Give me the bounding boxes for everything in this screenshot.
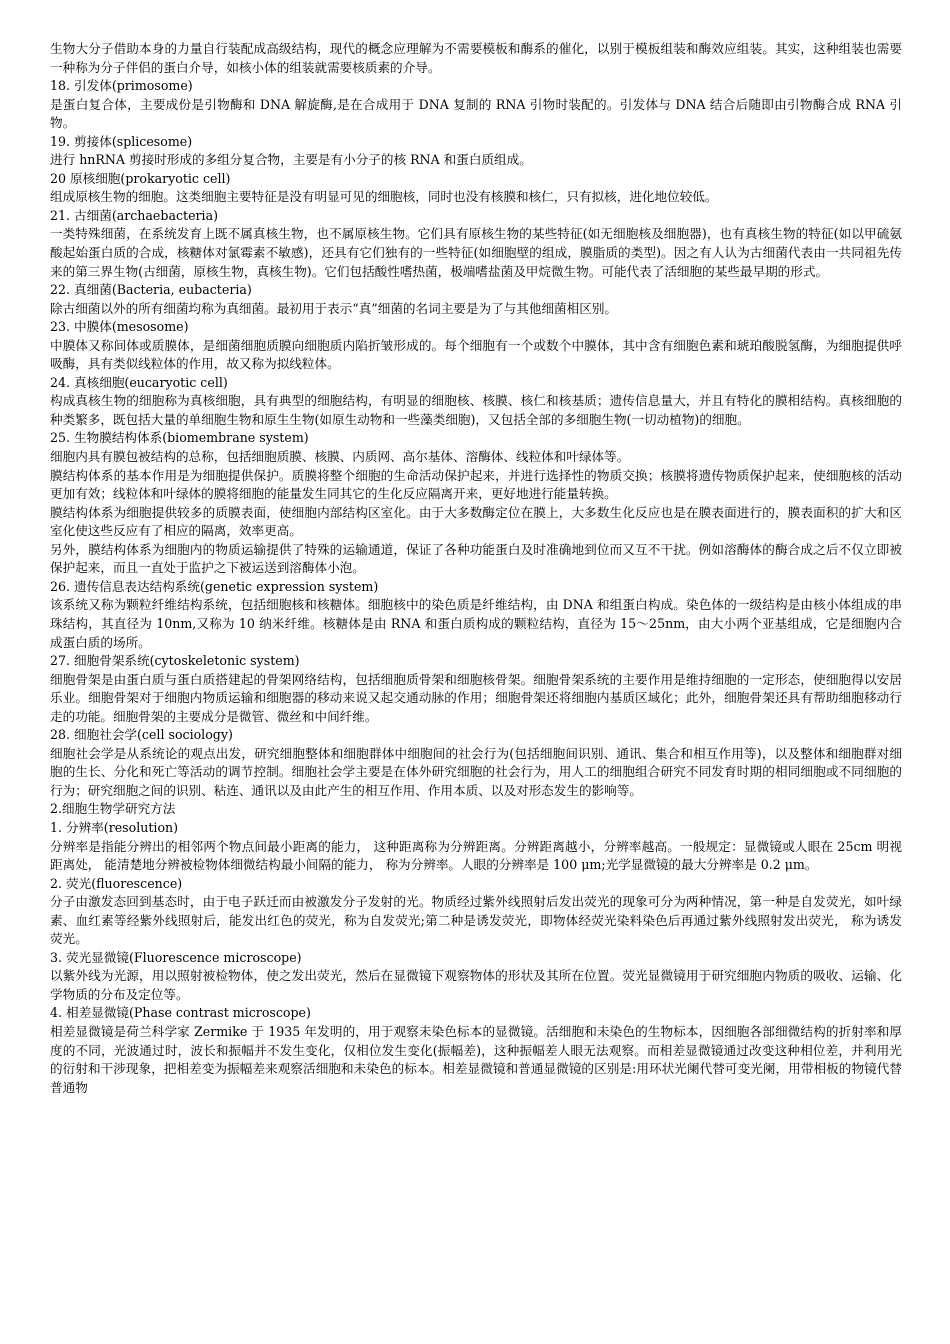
entry-heading: 1. 分辨率(resolution)	[50, 819, 179, 835]
entry-paragraph: 该系统又称为颗粒纤维结构系统，包括细胞核和核糖体。细胞核中的染色质是纤维结构，由 DNA 和组蛋白构成。染色体的一级结构是由核小体组成的串珠结构，其直径为 10nm,又称为 10 纳米纤维。核糖体是由 RNA 和蛋白质构成的颗粒结构，直径为 15～25nm，由大小两个亚基组成，它是细胞内合成蛋白质的场所。	[50, 597, 902, 650]
entry-paragraph: 除古细菌以外的所有细菌均称为真细菌。最初用于表示“真”细菌的名词主要是为了与其他细菌相区别。	[50, 300, 618, 316]
entry-heading: 28. 细胞社会学(cell sociology)	[50, 727, 233, 743]
entry-paragraph: 细胞社会学是从系统论的观点出发，研究细胞整体和细胞群体中细胞间的社会行为(包括细胞间识别、通讯、集合和相互作用等)，以及整体和细胞群对细胞的生长、分化和死亡等活动的调节控制。细胞社会学主要是在体外研究细胞的社会行为，用人工的细胞组合研究不同发育时期的相同细胞或不同细胞的行为；研究细胞之间的识别、粘连、通讯以及由此产生的相互作用、作用本质、以及对形态发生的影响等。	[50, 745, 902, 798]
entry-paragraph: 膜结构体系为细胞提供较多的质膜表面，使细胞内部结构区室化。由于大多数酶定位在膜上，大多数生化反应也是在膜表面进行的，膜表面积的扩大和区室化使这些反应有了相应的隔离，效率更高。	[50, 504, 902, 539]
entry-paragraph: 构成真核生物的细胞称为真核细胞，具有典型的细胞结构，有明显的细胞核、核膜、核仁和核基质；遗传信息量大，并且有特化的膜相结构。真核细胞的种类繁多，既包括大量的单细胞生物和原生生物(如原生动物和一些藻类细胞)，又包括全部的多细胞生物(一切动植物)的细胞。	[50, 393, 902, 427]
entry-paragraph: 相差显微镜是荷兰科学家 Zermike 于 1935 年发明的，用于观察未染色标本的显微镜。活细胞和未染色的生物标本，因细胞各部细微结构的折射率和厚度的不同，光波通过时，波长和振幅并不发生变化，仅相位发生变化(振幅差)，这种振幅差人眼无法观察。而相差显微镜通过改变这种相位差，并利用光的衍射和干涉现象，把相差变为振幅差来观察活细胞和未染色的标本。相差显微镜和普通显微镜的区别是:用环状光阑代替可变光阑，用带相板的物镜代替普通物	[50, 1023, 902, 1095]
entry-paragraph: 进行 hnRNA 剪接时形成的多组分复合物，主要是有小分子的核 RNA 和蛋白质组成。	[50, 152, 532, 168]
entry-heading: 2. 荧光(fluorescence)	[50, 875, 183, 891]
entry-paragraph: 另外，膜结构体系为细胞内的物质运输提供了特殊的运输通道，保证了各种功能蛋白及时准确地到位而又互不干扰。例如溶酶体的酶合成之后不仅立即被保护起来，而且一直处于监护之下被运送到溶酶体小泡。	[50, 541, 902, 576]
entry-heading: 4. 相差显微镜(Phase contrast microscope)	[50, 1005, 311, 1021]
entry-paragraph: 生物大分子借助本身的力量自行装配成高级结构，现代的概念应理解为不需要模板和酶系的催化，以别于模板组装和酶效应组装。其实，这种组装也需要一种称为分子伴侣的蛋白介导，如核小体的组装就需要核质素的介导。	[50, 41, 902, 75]
entry-heading: 27. 细胞骨架系统(cytoskeletonic system)	[50, 653, 300, 669]
entry-paragraph: 细胞骨架是由蛋白质与蛋白质搭建起的骨架网络结构，包括细胞质骨架和细胞核骨架。细胞骨架系统的主要作用是维持细胞的一定形态，使细胞得以安居乐业。细胞骨架对于细胞内物质运输和细胞器的移动来说又起交通动脉的作用；细胞骨架还将细胞内基质区域化；此外，细胞骨架还具有帮助细胞移动行走的功能。细胞骨架的主要成分是微管、微丝和中间纤维。	[50, 671, 902, 724]
entry-paragraph: 一类特殊细菌，在系统发育上既不属真核生物，也不属原核生物。它们具有原核生物的某些特征(如无细胞核及细胞器)，也有真核生物的特征(如以甲硫氨酸起始蛋白质的合成，核糖体对氯霉素不敏感)，还具有它们独有的一些特征(如细胞壁的组成，膜脂质的类型)。因之有人认为古细菌代表由一共同祖先传来的第三界生物(古细菌，原核生物，真核生物)。它们包括酸性嗜热菌，极端嗜盐菌及甲烷微生物。可能代表了活细胞的某些最早期的形式。	[50, 226, 902, 279]
entry-heading: 23. 中膜体(mesosome)	[50, 319, 189, 335]
entry-heading: 18. 引发体(primosome)	[50, 78, 193, 94]
entry-paragraph: 以紫外线为光源，用以照射被检物体，使之发出荧光，然后在显微镜下观察物体的形状及其所在位置。荧光显微镜用于研究细胞内物质的吸收、运输、化学物质的分布及定位等。	[50, 968, 902, 1002]
entry-heading: 2.细胞生物学研究方法	[50, 801, 176, 817]
entry-paragraph: 分辨率是指能分辨出的相邻两个物点间最小距离的能力， 这种距离称为分辨距离。分辨距离越小，分辨率越高。一般规定：显微镜或人眼在 25cm 明视距离处， 能清楚地分辨被检物体细微结构最小间隔的能力， 称为分辨率。人眼的分辨率是 100 μm;光学显微镜的最大分辨率是 0.2 μm。	[50, 838, 902, 873]
entry-paragraph: 中膜体又称间体或质膜体，是细菌细胞质膜向细胞质内陷折皱形成的。每个细胞有一个或数个中膜体，其中含有细胞色素和琥珀酸脱氢酶，为细胞提供呼吸酶，具有类似线粒体的作用，故又称为拟线粒体。	[50, 337, 902, 372]
entry-heading: 21. 古细菌(archaebacteria)	[50, 207, 218, 223]
entry-heading: 24. 真核细胞(eucaryotic cell)	[50, 374, 228, 390]
entry-heading: 19. 剪接体(splicesome)	[50, 133, 193, 149]
entry-heading: 20 原核细胞(prokaryotic cell)	[50, 170, 231, 186]
entry-heading: 3. 荧光显微镜(Fluorescence microscope)	[50, 949, 302, 965]
entry-heading: 22. 真细菌(Bacteria, eubacteria)	[50, 282, 252, 298]
entry-paragraph: 细胞内具有膜包被结构的总称，包括细胞质膜、核膜、内质网、高尔基体、溶酶体、线粒体和叶绿体等。	[50, 449, 630, 465]
entry-heading: 26. 遗传信息表达结构系统(genetic expression system)	[50, 578, 379, 594]
entry-paragraph: 是蛋白复合体，主要成份是引物酶和 DNA 解旋酶,是在合成用于 DNA 复制的 RNA 引物时装配的。引发体与 DNA 结合后随即由引物酶合成 RNA 引物。	[50, 96, 902, 131]
entry-paragraph: 膜结构体系的基本作用是为细胞提供保护。质膜将整个细胞的生命活动保护起来，并进行选择性的物质交换；核膜将遗传物质保护起来，使细胞核的活动更加有效；线粒体和叶绿体的膜将细胞的能量发生同其它的生化反应隔离开来，更好地进行能量转换。	[50, 467, 902, 502]
entry-paragraph: 组成原核生物的细胞。这类细胞主要特征是没有明显可见的细胞核，同时也没有核膜和核仁，只有拟核，进化地位较低。	[50, 189, 718, 205]
entry-paragraph: 分子由激发态回到基态时，由于电子跃迁而由被激发分子发射的光。物质经过紫外线照射后发出荧光的现象可分为两种情况，第一种是自发荧光，如叶绿素、血红素等经紫外线照射后，能发出红色的荧光，称为自发荧光;第二种是诱发荧光，即物体经荧光染料染色后再通过紫外线照射发出荧光， 称为诱发荧光。	[50, 894, 902, 947]
entry-heading: 25. 生物膜结构体系(biomembrane system)	[50, 430, 309, 446]
